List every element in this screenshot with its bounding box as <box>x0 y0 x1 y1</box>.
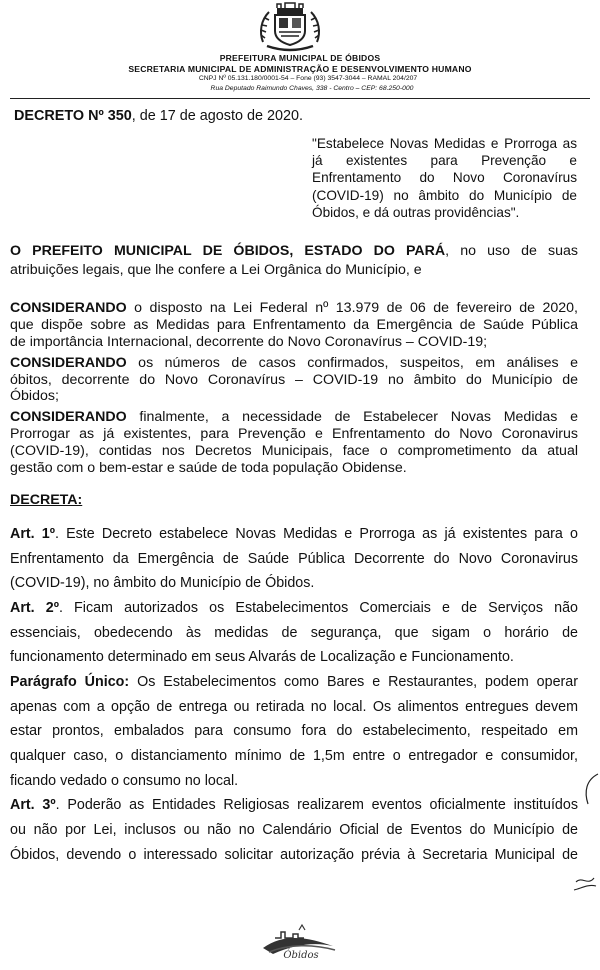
considerando-3-line-3: (COVID-19), contidas nos Decretos Municipais, face o comprometimento da atual <box>10 443 578 459</box>
intro-rest: , no uso de suas <box>445 243 578 259</box>
art-2-line-3: funcionamento determinado em seus Alvarás de Localização e Funcionamento. <box>10 649 514 665</box>
considerando-1-line-3: de importância Internacional, decorrente do Novo Coronavírus – COVID-19; <box>10 334 488 350</box>
art-3-line-1 <box>10 797 578 813</box>
art-1-line-2: Enfrentamento da Emergência de Saúde Pública Decorrente do Novo Coronavirus <box>10 551 578 567</box>
art-3-line-2: ou não por Lei, inclusos ou não no Calendário Oficial de Eventos do Município de <box>10 822 578 838</box>
considerando-2-line-2: óbitos, decorrente do Novo Coronavírus – COVID-19 no âmbito do Município de <box>10 372 578 388</box>
paragrafo-label: Parágrafo Único: <box>10 674 130 690</box>
intro-line-1 <box>10 243 578 259</box>
decree-number: DECRETO Nº 350 <box>14 108 132 124</box>
considerando-1-line-1 <box>10 300 578 316</box>
considerando-label: CONSIDERANDO <box>10 409 127 425</box>
footer-logo-text: Óbidos <box>283 950 319 961</box>
art-2-label: Art. 2º <box>10 600 59 616</box>
paragrafo-line-3: estar prontos, embalados para consumo fora do estabelecimento, respeitado em <box>10 723 578 739</box>
art-3-label: Art. 3º <box>10 797 56 813</box>
intro-line-2: atribuições legais, que lhe confere a Lei Orgânica do Município, e <box>10 262 422 278</box>
paragrafo-line-5: ficando vedado o consumo no local. <box>10 773 239 789</box>
paragrafo-line-1 <box>10 674 578 690</box>
margin-signature-icon <box>570 770 600 900</box>
considerando-1-text: o disposto na Lei Federal nº 13.979 de 06 de fevereiro de 2020, <box>126 300 578 316</box>
considerando-label: CONSIDERANDO <box>10 355 127 371</box>
decree-summary <box>312 135 577 221</box>
considerando-1-line-2: que dispõe sobre as Medidas para Enfrentamento da Emergência de Saúde Pública <box>10 317 578 333</box>
art-1-text: . Este Decreto estabelece Novas Medidas e Prorroga as já existentes para o <box>54 526 578 542</box>
header-divider <box>10 98 590 99</box>
paragrafo-text: Os Estabelecimentos como Bares e Restaurantes, podem operar <box>129 674 578 690</box>
considerando-2-line-1 <box>10 355 578 371</box>
paragrafo-line-2: apenas com a opção de entrega ou retirada no local. Os alimentos entregues devem <box>10 699 578 715</box>
decreta-heading: DECRETA: <box>10 492 83 508</box>
art-2-text: . Ficam autorizados os Estabelecimentos Comerciais e de Serviços não <box>58 600 578 616</box>
paragrafo-line-4: qualquer caso, o distanciamento mínimo de 1,5m entre o entregador e consumidor, <box>10 748 578 764</box>
art-1-line-3: (COVID-19), no âmbito do Município de Óbidos. <box>10 575 315 591</box>
considerando-2-text: os números de casos confirmados, suspeitos, em análises e <box>126 355 578 371</box>
header-cnpj: CNPJ Nº 05.131.180/0001-54 – Fone (93) 3547-3044 – RAMAL 204/207 <box>198 75 418 82</box>
decree-title <box>14 108 303 124</box>
header-address: Rua Deputado Raimundo Chaves, 338 - Centro – CEP: 68.250-000 <box>210 85 414 92</box>
considerando-3-text: finalmente, a necessidade de Estabelecer Novas Medidas e <box>126 409 578 425</box>
art-2-line-1 <box>10 600 578 616</box>
considerando-3-line-4: gestão com o bem-estar e saúde de toda população Obidense. <box>10 460 407 476</box>
considerando-2-line-3: Óbidos; <box>10 388 59 404</box>
coat-of-arms-icon <box>255 2 325 54</box>
considerando-3-line-2: Prorrogar as já existentes, para Prevenção e Enfrentamento do Novo Coronavirus <box>10 426 578 442</box>
art-2-line-2: essenciais, obedecendo às medidas de segurança, que sigam o horário de <box>10 625 578 641</box>
header-prefeitura: PREFEITURA MUNICIPAL DE ÓBIDOS <box>219 53 381 63</box>
considerando-label: CONSIDERANDO <box>10 300 127 316</box>
decree-date: , de 17 de agosto de 2020. <box>131 108 303 124</box>
decree-summary-text: "Estabelece Novas Medidas e Prorroga as já existentes para Prevenção e Enfrentamento do Novo Coronavírus (COVID-19) no âmbito do Município de Óbidos, e dá outras providências". <box>312 136 577 220</box>
header-secretaria: SECRETARIA MUNICIPAL DE ADMINISTRAÇÃO E DESENVOLVIMENTO HUMANO <box>128 64 472 74</box>
art-1-label: Art. 1º <box>10 526 55 542</box>
art-3-text: . Poderão as Entidades Religiosas realizarem eventos oficialmente instituídos <box>55 797 578 813</box>
considerando-3-line-1 <box>10 409 578 425</box>
art-1-line-1 <box>10 526 578 542</box>
intro-bold: O PREFEITO MUNICIPAL DE ÓBIDOS, ESTADO DO PARÁ <box>10 243 446 259</box>
art-3-line-3: Óbidos, devendo o interessado solicitar autorização prévia à Secretaria Municipal de <box>10 847 578 863</box>
